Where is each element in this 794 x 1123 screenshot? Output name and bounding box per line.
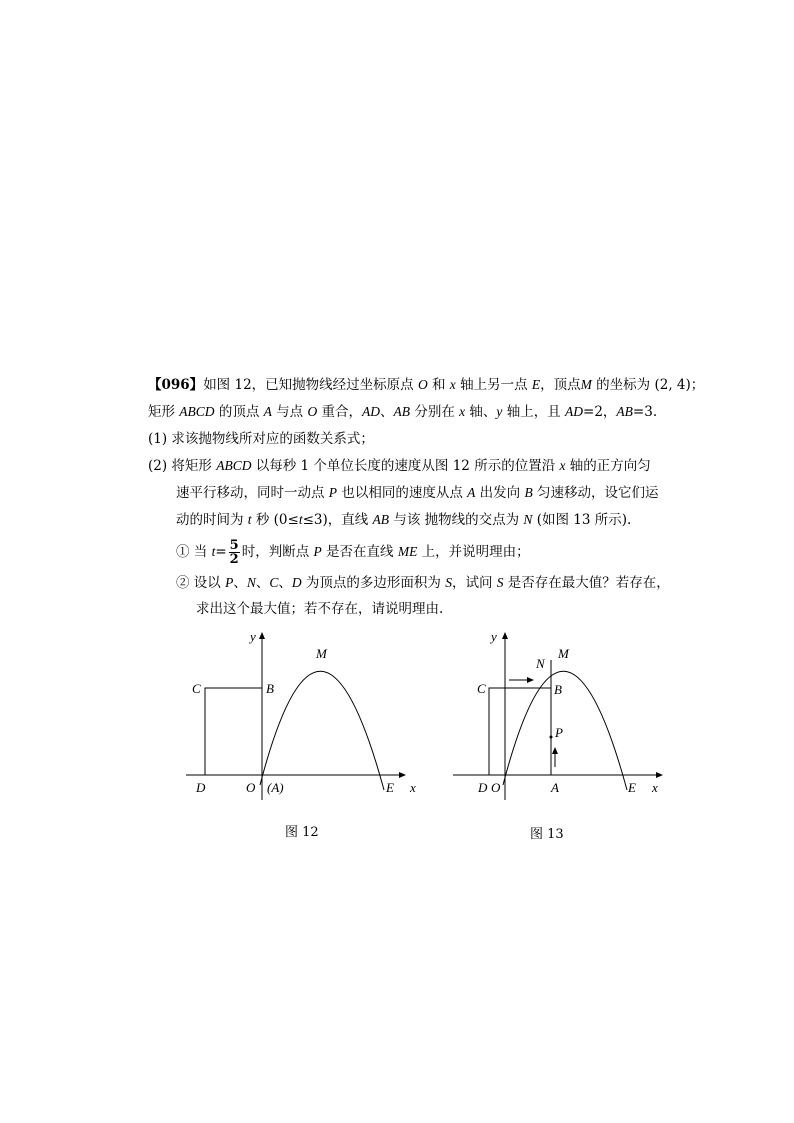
point-label: D — [291, 575, 302, 590]
segment-label: AB — [616, 404, 633, 419]
variable-label: t — [247, 512, 252, 527]
point-label: ABCD — [216, 458, 252, 473]
text: 秒 (0≤ — [251, 512, 299, 528]
text: 速平行移动，同时一动点 — [176, 485, 329, 501]
text: 时，判断点 — [241, 544, 314, 560]
axis-label: y — [496, 404, 503, 419]
y-axis-label: y — [250, 629, 256, 644]
segment-label: AB — [372, 512, 390, 527]
point-label: M — [580, 377, 592, 392]
point-a-label: (A) — [267, 780, 284, 795]
text: 轴上，且 — [502, 404, 566, 420]
text: 求出这个最大值；若不存在，请说明理由. — [196, 601, 444, 617]
axis-label: x — [459, 404, 466, 419]
text: 、 — [380, 404, 394, 420]
point-b-label: B — [266, 681, 274, 696]
x-axis-label: x — [410, 780, 416, 795]
point-label: O — [307, 404, 318, 419]
text: 与点 — [271, 404, 308, 420]
text: 、 — [255, 575, 270, 591]
fraction-numerator: 5 — [229, 538, 239, 553]
text: 上，并说明理由； — [417, 544, 530, 560]
text: ，顶点 — [540, 377, 581, 393]
axis-label: x — [559, 458, 566, 473]
vertex-label: M — [558, 646, 569, 661]
point-c-label: C — [192, 681, 201, 696]
point-p-label: P — [555, 725, 563, 740]
point-e-label: E — [386, 780, 394, 795]
variable-label: S — [445, 575, 452, 590]
text: (2) 将矩形 — [148, 458, 217, 474]
variable-label: S — [496, 575, 504, 590]
point-d-label: D — [196, 780, 206, 795]
fraction-denominator: 2 — [229, 552, 239, 567]
text: 和 — [427, 377, 450, 393]
point-label: N — [523, 512, 533, 527]
point-label: E — [531, 377, 541, 392]
text: 、 — [278, 575, 292, 591]
text: 以每秒 1 个单位长度的速度从图 12 所示的位置沿 — [251, 458, 560, 474]
point-label: B — [524, 485, 533, 500]
origin-label: O — [246, 780, 256, 795]
segment-label: ME — [397, 544, 418, 559]
text: ≤3)，直线 — [302, 512, 373, 528]
figure-13-caption: 图 13 — [530, 827, 564, 842]
point-label: A — [263, 404, 272, 419]
text: ，试问 — [451, 575, 497, 591]
text: 分别在 — [410, 404, 460, 420]
axis-label: x — [449, 377, 456, 392]
text: ① 当 — [176, 544, 212, 560]
text: 也以相同的速度从点 — [337, 485, 468, 501]
segment-label: AD — [362, 404, 381, 419]
text: =2， — [583, 404, 617, 420]
variable-label: t — [211, 544, 216, 559]
text: 为顶点的多边形面积为 — [301, 575, 446, 591]
segment-label: AB — [393, 404, 411, 419]
y-axis-label: y — [491, 629, 497, 644]
point-label: O — [417, 377, 428, 392]
text: ② 设以 — [176, 575, 226, 591]
point-label: P — [328, 485, 338, 500]
point-label: P — [225, 575, 234, 590]
point-a-label: A — [551, 780, 559, 795]
text: 是否在直线 — [321, 544, 398, 560]
point-p — [550, 736, 553, 739]
text: =3. — [632, 404, 658, 420]
point-d-label: D — [478, 780, 488, 795]
text: 与该 抛物线的交点为 — [389, 512, 524, 528]
text: 出发向 — [475, 485, 525, 501]
point-e-label: E — [628, 780, 636, 795]
x-axis-label: x — [652, 780, 658, 795]
text: (如图 13 所示). — [532, 512, 632, 528]
text: 轴上另一点 — [455, 377, 532, 393]
text: (1) 求该抛物线所对应的函数关系式； — [148, 431, 374, 447]
parabola — [503, 671, 627, 790]
point-c-label: C — [477, 681, 486, 696]
figure-12-caption: 图 12 — [285, 825, 319, 840]
rectangle-abcd — [489, 688, 551, 775]
segment-label: AD — [565, 404, 584, 419]
point-label: ABCD — [179, 404, 215, 419]
text: 轴、 — [465, 404, 497, 420]
text: 如图 12，已知抛物线经过坐标原点 — [203, 377, 418, 393]
point-label: N — [246, 575, 256, 590]
text: 轴的正方向匀 — [565, 458, 651, 474]
point-n-label: N — [536, 656, 545, 671]
text: 是否存在最大值？若存在， — [503, 575, 670, 591]
point-label: C — [269, 575, 279, 590]
problem-number: 【096】 — [148, 377, 204, 393]
point-label: P — [313, 544, 322, 559]
text: 的顶点 — [214, 404, 264, 420]
text: 重合， — [317, 404, 363, 420]
text: 、 — [233, 575, 247, 591]
variable-label: t — [298, 512, 303, 527]
text: 矩形 — [148, 404, 180, 420]
vertex-label: M — [316, 646, 327, 661]
point-label: A — [467, 485, 476, 500]
point-b-label: B — [554, 682, 562, 697]
text: 动的时间为 — [176, 512, 248, 528]
text: 的坐标为 (2, 4)； — [591, 377, 705, 393]
text: 匀速移动，设它们运 — [532, 485, 659, 501]
text: = — [215, 544, 227, 560]
origin-label: O — [491, 780, 501, 795]
